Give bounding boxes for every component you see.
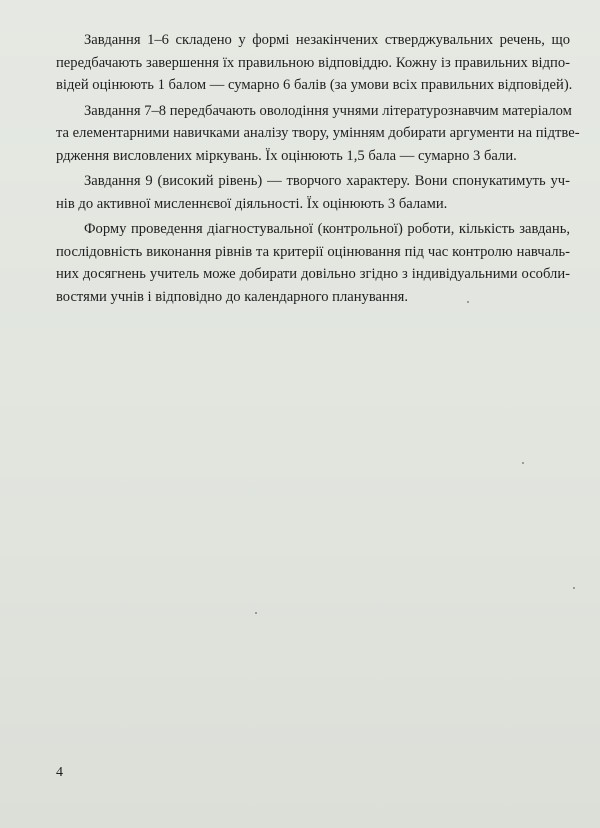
paragraph-task-9 xyxy=(56,170,570,215)
text-line: Форму проведення діагностувальної (контрольної) роботи, кількість завдань, xyxy=(84,221,570,237)
paper-speck xyxy=(573,587,575,589)
paragraph-tasks-7-8 xyxy=(56,100,580,168)
body-text xyxy=(56,29,580,311)
paper-speck xyxy=(467,301,469,303)
text-line: передбачають завершення їх правильною відповіддю. Кожну із правильних відпо- xyxy=(56,54,570,71)
paragraph-assessment-form xyxy=(56,218,570,308)
text-line: Завдання 1–6 складено у формі незакінчених стверджувальних речень, що xyxy=(84,32,570,48)
text-line: рдження висловлених міркувань. Їх оцінюють 1,5 бала — сумарно 3 бали. xyxy=(56,147,517,164)
page-number: 4 xyxy=(56,765,63,780)
text-line: послідовність виконання рівнів та критерії оцінювання під час контролю навчаль- xyxy=(56,243,570,260)
paragraph-tasks-1-6 xyxy=(56,29,573,97)
text-line: відей оцінюють 1 балом — сумарно 6 балів (за умови всіх правильних відповідей). xyxy=(56,77,573,93)
text-line: та елементарними навичками аналізу твору, умінням добирати аргументи на підтве- xyxy=(56,125,580,141)
text-line: Завдання 9 (високий рівень) — творчого характеру. Вони спонукатимуть уч- xyxy=(84,173,570,189)
text-line: Завдання 7–8 передбачають оволодіння учнями літературознавчим матеріалом xyxy=(84,102,572,119)
text-line: нів до активної мисленнєвої діяльності. Їх оцінюють 3 балами. xyxy=(56,195,448,212)
paper-speck xyxy=(255,612,257,614)
paper-speck xyxy=(522,462,524,464)
text-line: востями учнів і відповідно до календарного планування. xyxy=(56,288,408,305)
text-line: них досягнень учитель може добирати довільно згідно з індивідуальними особли- xyxy=(56,266,570,282)
